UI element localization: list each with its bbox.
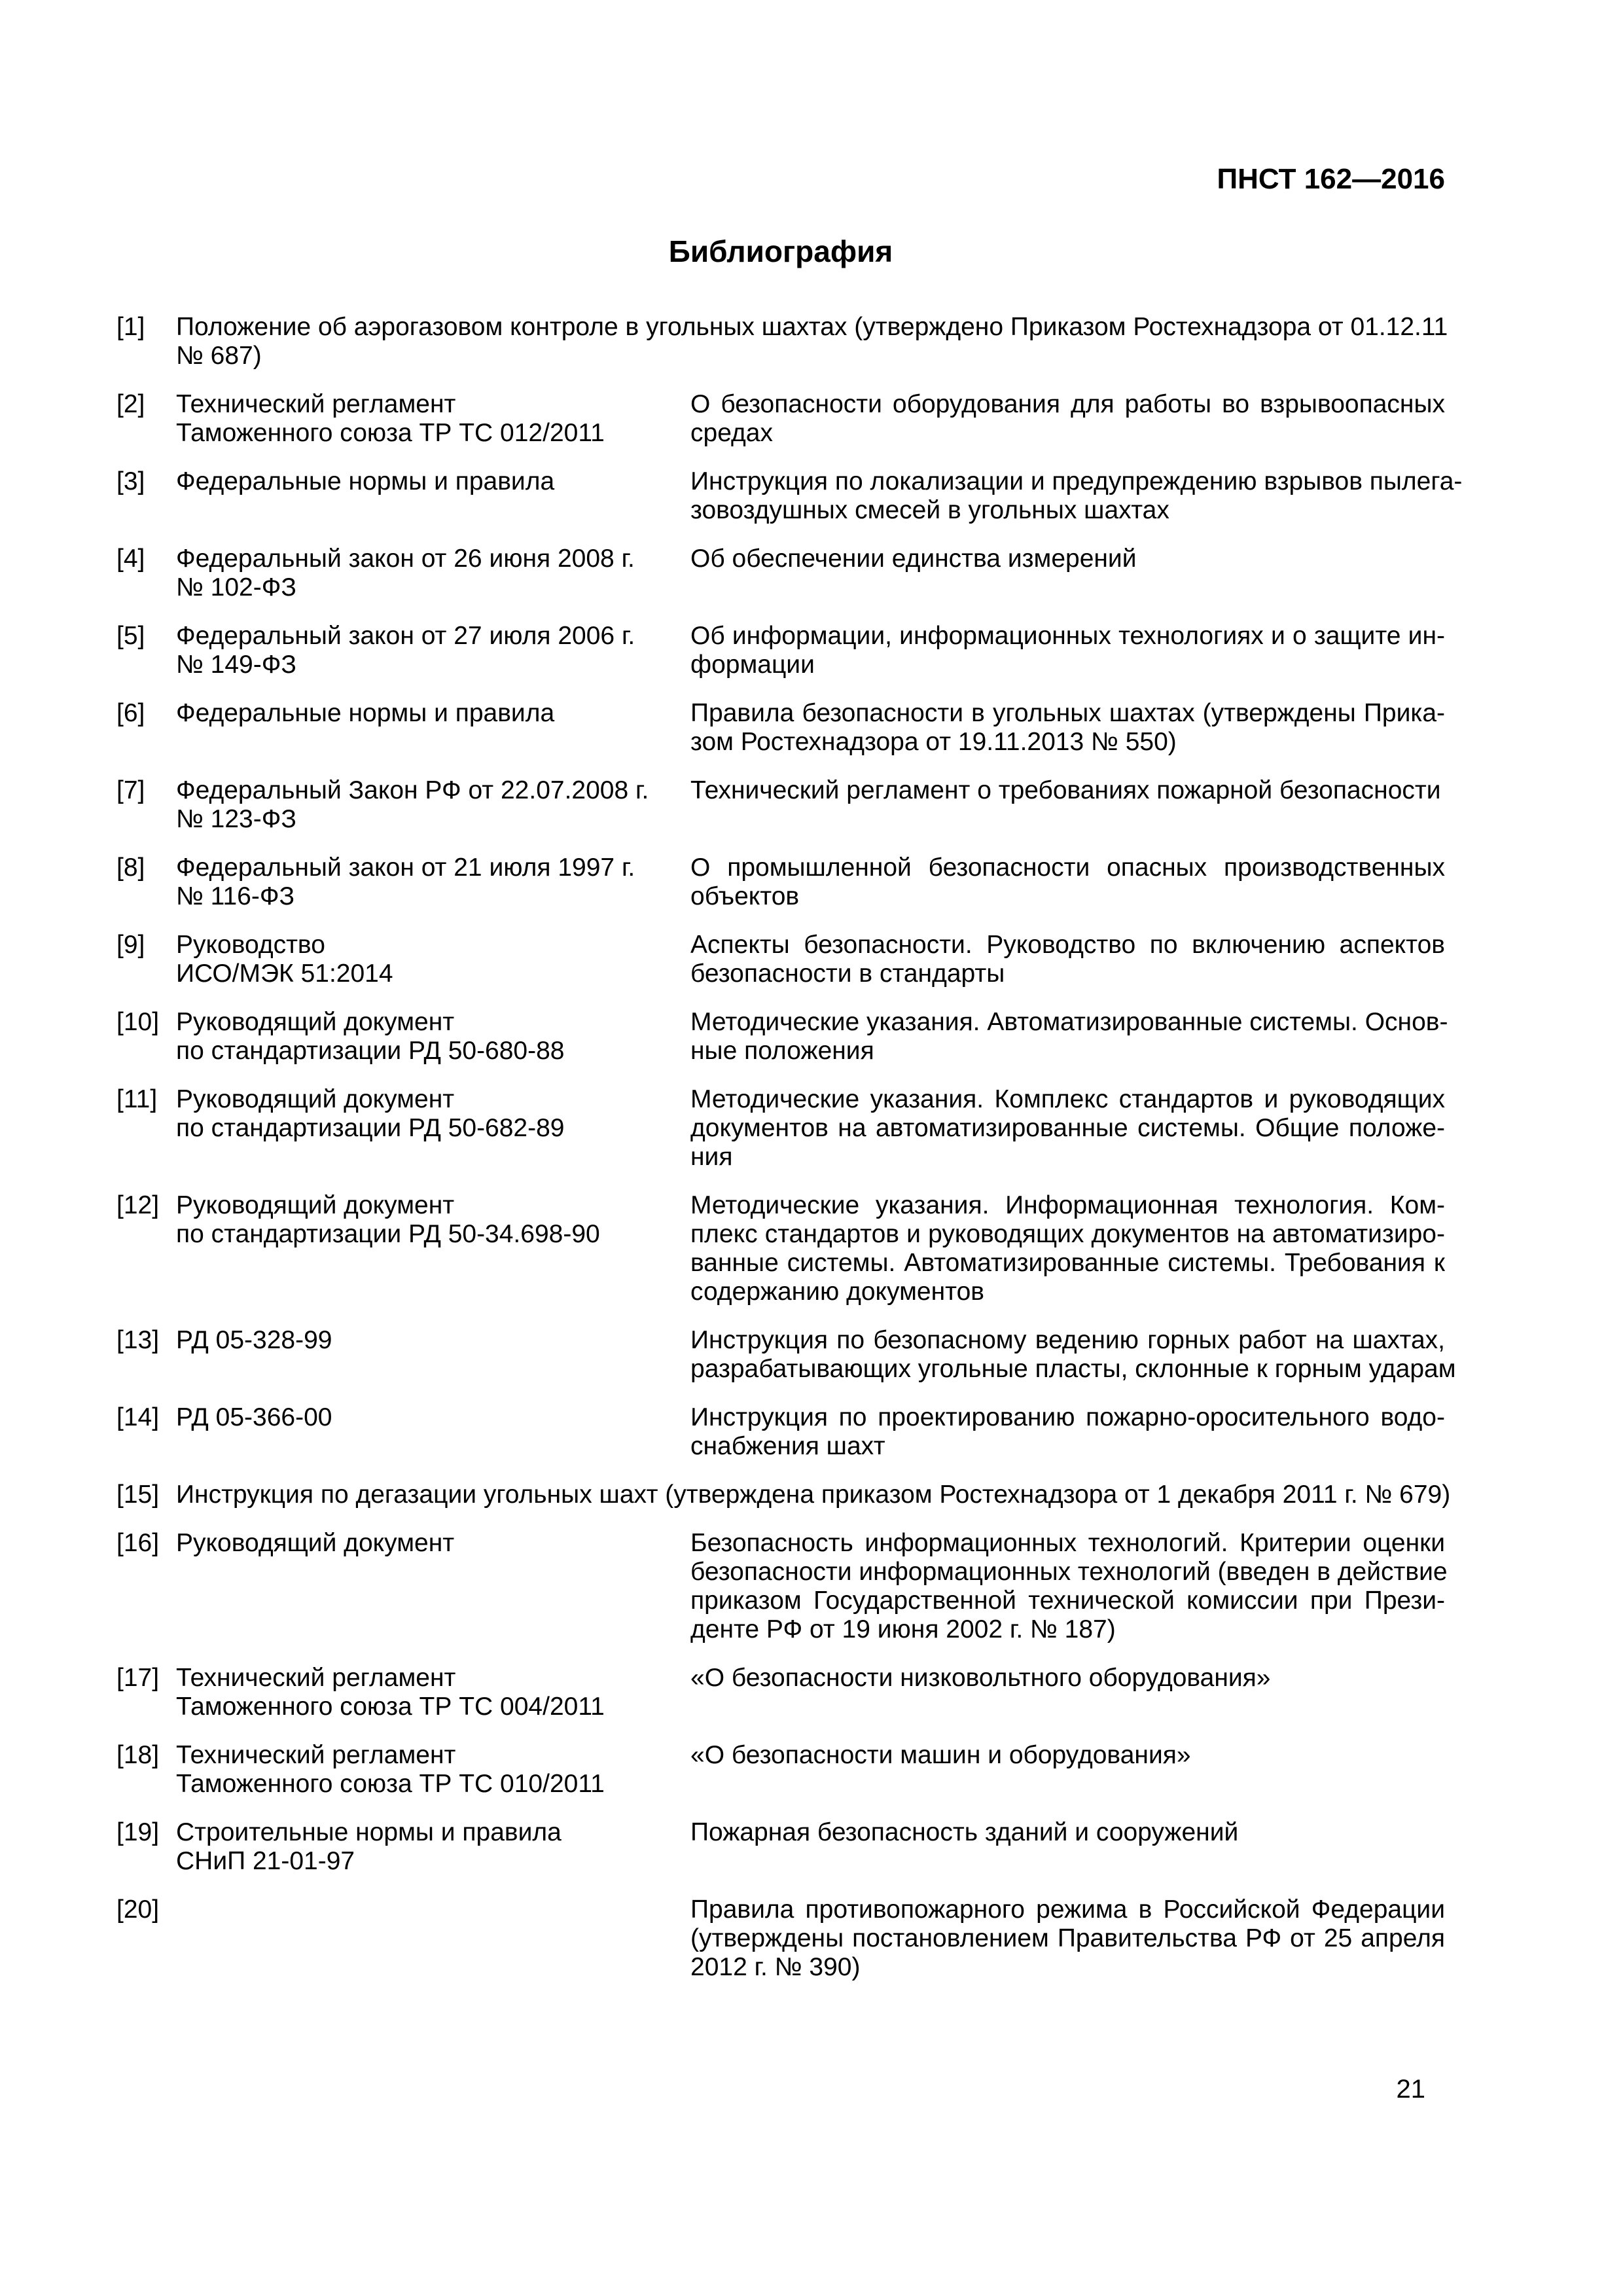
reference-text [176,313,1448,370]
reference-row [116,390,1445,448]
reference-right-column [690,390,1445,448]
reference-line: № 123-ФЗ [176,805,296,833]
reference-line: Технический регламент [176,1664,456,1692]
reference-row [116,1895,1445,1982]
reference-number: [7] [116,776,145,804]
reference-line: Федеральные нормы и правила [176,467,555,495]
reference-row [116,776,1445,834]
reference-line: № 102-ФЗ [176,573,296,601]
reference-row [116,1664,1445,1721]
reference-line: «О безопасности машин и оборудования» [690,1741,1191,1769]
reference-line: Таможенного союза ТР ТС 012/2011 [176,419,605,447]
reference-line: Таможенного союза ТР ТС 004/2011 [176,1693,605,1721]
reference-number: [11] [116,1085,158,1113]
reference-row [116,1818,1445,1876]
reference-text [176,1480,1451,1509]
reference-line: ния [690,1143,733,1171]
reference-line: Инструкция по локализации и предупреждению взрывов пылега- [690,467,1463,495]
reference-line: О безопасности оборудования для работы во взрывоопасных [690,390,1445,418]
reference-line: ванные системы. Автоматизированные системы. Требования к [690,1249,1445,1277]
reference-line: безопасности в стандарты [690,960,1005,988]
reference-row [116,1403,1445,1461]
reference-line: Об обеспечении единства измерений [690,545,1137,573]
reference-number: [12] [116,1191,160,1219]
reference-right-column [690,776,1445,805]
standard-code-header: ПНСТ 162—2016 [1217,163,1445,195]
reference-line: Правила безопасности в угольных шахтах (утверждены Прика- [690,699,1445,727]
reference-number: [15] [116,1480,160,1509]
reference-left-column [176,545,690,602]
reference-line: Руководящий документ [176,1529,455,1557]
reference-line: по стандартизации РД 50-682-89 [176,1114,565,1142]
reference-number: [5] [116,622,145,650]
reference-line: приказом Государственной технической комиссии при Прези- [690,1587,1445,1615]
reference-line: Федеральный закон от 21 июля 1997 г. [176,853,635,882]
reference-right-column [690,467,1463,525]
reference-line: безопасности информационных технологий (введен в действие [690,1558,1448,1586]
reference-left-column [176,390,690,448]
reference-line: № 687) [176,342,262,370]
reference-right-column [690,1741,1445,1770]
reference-line: Руководящий документ [176,1008,455,1036]
reference-row [116,1529,1448,1644]
page-title: Библиография [668,234,893,268]
reference-left-column [176,1326,690,1355]
reference-line: зом Ростехнадзора от 19.11.2013 № 550) [690,728,1177,756]
reference-row [116,1480,1451,1509]
reference-line: Инструкция по проектированию пожарно-оросительного водо- [690,1403,1445,1431]
reference-number: [16] [116,1529,160,1557]
reference-line: Руководящий документ [176,1085,455,1113]
reference-left-column [176,622,690,679]
reference-number: [9] [116,931,145,959]
reference-line: зовоздушных смесей в угольных шахтах [690,496,1169,524]
reference-number: [13] [116,1326,160,1354]
reference-line: снабжения шахт [690,1432,885,1460]
reference-line: Федеральные нормы и правила [176,699,555,727]
reference-left-column [176,467,690,496]
reference-right-column [690,1818,1445,1847]
reference-line: ные положения [690,1037,874,1065]
reference-line: Строительные нормы и правила [176,1818,562,1846]
reference-row [116,622,1445,679]
reference-right-column [690,545,1445,573]
reference-right-column [690,853,1445,911]
reference-row [116,931,1445,988]
reference-line: Аспекты безопасности. Руководство по включению аспектов [690,931,1445,959]
reference-right-column [690,1085,1445,1172]
reference-row [116,545,1445,602]
reference-number: [2] [116,390,145,418]
reference-right-column [690,931,1445,988]
reference-number: [10] [116,1008,160,1036]
reference-left-column [176,1191,690,1249]
reference-number: [20] [116,1895,160,1924]
reference-line: по стандартизации РД 50-680-88 [176,1037,565,1065]
reference-line: ИСО/МЭК 51:2014 [176,960,393,988]
reference-line: Технический регламент о требованиях пожарной безопасности [690,776,1441,804]
reference-right-column [690,699,1445,757]
reference-line: Пожарная безопасность зданий и сооружений [690,1818,1239,1846]
reference-right-column [690,1008,1448,1066]
reference-number: [19] [116,1818,160,1846]
reference-left-column [176,1529,690,1558]
reference-row [116,1085,1445,1172]
reference-left-column [176,776,690,834]
reference-line: формации [690,651,815,679]
reference-number: [4] [116,545,145,573]
reference-line: денте РФ от 19 июня 2002 г. № 187) [690,1615,1116,1643]
reference-left-column [176,1085,690,1143]
reference-left-column [176,1664,690,1721]
reference-row [116,1008,1448,1066]
reference-number: [3] [116,467,145,495]
reference-row [116,699,1445,757]
reference-right-column [690,1191,1445,1306]
reference-line: Федеральный закон от 27 июля 2006 г. [176,622,635,650]
reference-row [116,1191,1445,1306]
reference-line: Руководство [176,931,325,959]
reference-line: Методические указания. Автоматизированные системы. Основ- [690,1008,1448,1036]
reference-line: Технический регламент [176,1741,456,1769]
reference-left-column [176,931,690,988]
reference-right-column [690,1895,1445,1982]
reference-line: разрабатывающих угольные пласты, склонные к горным ударам [690,1355,1456,1383]
reference-line: Руководящий документ [176,1191,455,1219]
reference-number: [18] [116,1741,160,1769]
reference-right-column [690,1326,1456,1384]
reference-line: Правила противопожарного режима в Российской Федерации [690,1895,1445,1924]
reference-left-column [176,1403,690,1432]
reference-line: Методические указания. Информационная технология. Ком- [690,1191,1445,1219]
reference-line: плекс стандартов и руководящих документов на автоматизиро- [690,1220,1445,1248]
reference-right-column [690,1529,1448,1644]
reference-line: Таможенного союза ТР ТС 010/2011 [176,1770,605,1798]
reference-line: «О безопасности низковольтного оборудования» [690,1664,1271,1692]
reference-line: Инструкция по дегазации угольных шахт (утверждена приказом Ростехнадзора от 1 декабря 2011 г. № 679) [176,1480,1451,1509]
reference-row [116,853,1445,911]
reference-left-column [176,1008,690,1066]
reference-number: [14] [116,1403,160,1431]
reference-row [116,1326,1456,1384]
reference-line: Федеральный закон от 26 июня 2008 г. [176,545,635,573]
reference-row [116,1741,1445,1799]
reference-line: № 149-ФЗ [176,651,296,679]
references-list [116,313,1463,2001]
reference-number: [17] [116,1664,160,1692]
reference-line: по стандартизации РД 50-34.698-90 [176,1220,600,1248]
reference-row [116,467,1463,525]
reference-left-column [176,1818,690,1876]
reference-right-column [690,622,1445,679]
reference-line: Инструкция по безопасному ведению горных работ на шахтах, [690,1326,1445,1354]
reference-line: Методические указания. Комплекс стандартов и руководящих [690,1085,1445,1113]
reference-line: 2012 г. № 390) [690,1953,861,1981]
reference-right-column [690,1664,1445,1693]
reference-line: СНиП 21-01-97 [176,1847,355,1875]
reference-number: [1] [116,313,145,341]
reference-line: документов на автоматизированные системы. Общие положе- [690,1114,1445,1142]
reference-left-column [176,853,690,911]
reference-line: (утверждены постановлением Правительства РФ от 25 апреля [690,1924,1445,1952]
reference-line: № 116-ФЗ [176,882,295,910]
reference-line: Федеральный Закон РФ от 22.07.2008 г. [176,776,649,804]
reference-line: средах [690,419,773,447]
reference-row [116,313,1448,370]
reference-number: [8] [116,853,145,882]
reference-left-column [176,699,690,728]
reference-left-column [176,1741,690,1799]
reference-line: объектов [690,882,800,910]
reference-line: Технический регламент [176,390,456,418]
reference-right-column [690,1403,1445,1461]
reference-line: Об информации, информационных технологиях и о защите ин- [690,622,1445,650]
reference-line: РД 05-328-99 [176,1326,332,1354]
reference-number: [6] [116,699,145,727]
reference-line: Положение об аэрогазовом контроле в угольных шахтах (утверждено Приказом Ростехнадзора от 01.12.11 [176,313,1448,341]
reference-line: О промышленной безопасности опасных производственных [690,853,1445,882]
reference-line: Безопасность информационных технологий. Критерии оценки [690,1529,1445,1557]
reference-line: содержанию документов [690,1278,984,1306]
reference-line: РД 05-366-00 [176,1403,332,1431]
page-number: 21 [1396,2075,1425,2104]
